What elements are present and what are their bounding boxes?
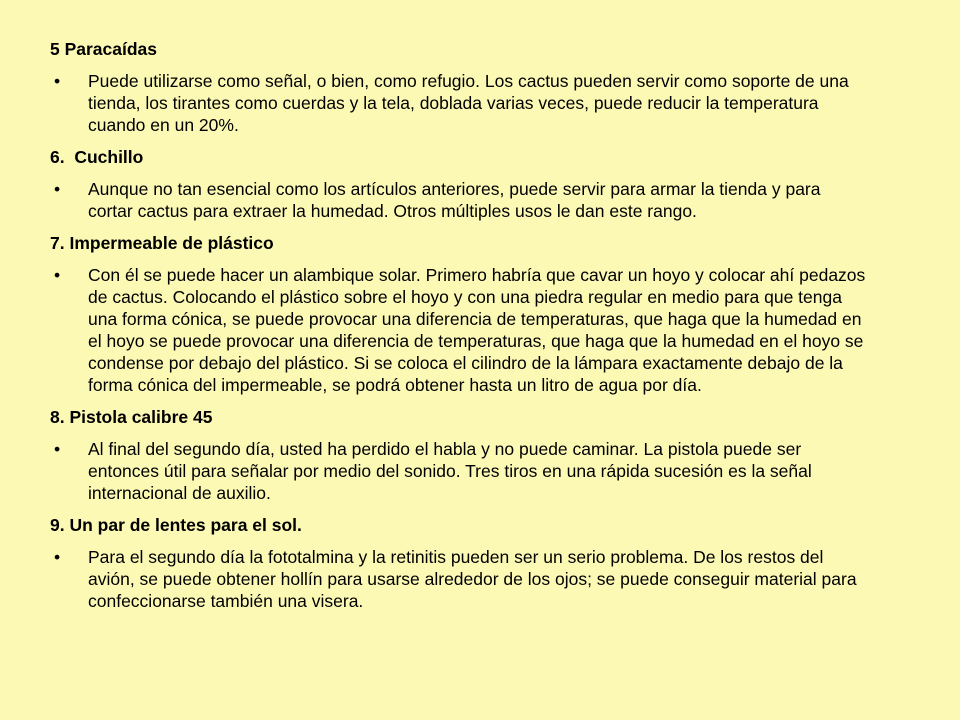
bullet-icon: • [54, 439, 61, 459]
bullet-text: Aunque no tan esencial como los artículos anteriores, puede servir para armar la tienda y para cortar cactus para extraer la humedad. Otros múltiples usos le dan este rango. [88, 179, 821, 221]
section-knife [50, 146, 910, 222]
section-sunglasses [50, 514, 910, 612]
bullet-text: Puede utilizarse como señal, o bien, como refugio. Los cactus pueden servir como soporte de una tienda, los tirantes como cuerdas y la tela, doblada varias veces, puede reducir la temperatura cuando en un 20%. [88, 71, 849, 135]
bullet-item [50, 438, 910, 504]
bullet-text: Con él se puede hacer un alambique solar. Primero habría que cavar un hoyo y colocar ahí pedazos de cactus. Colocando el plástico sobre el hoyo y con una piedra regular en medio para que tenga una forma cónica, se puede provocar una diferencia de temperaturas, que haga que la humedad en el hoyo se puede provocar una diferencia de temperaturas, que haga que la humedad en el hoyo se condense por debajo del plástico. Si se coloca el cilindro de la lámpara exactamente debajo de la forma cónica del impermeable, se podrá obtener hasta un litro de agua por día. [88, 265, 866, 395]
bullet-icon: • [54, 71, 61, 91]
bullet-icon: • [54, 547, 61, 567]
bullet-text: Para el segundo día la fototalmina y la retinitis pueden ser un serio problema. De los restos del avión, se puede obtener hollín para usarse alrededor de los ojos; se puede conseguir material para confeccionarse también una visera. [88, 547, 857, 611]
bullet-item [50, 264, 910, 396]
section-parachute [50, 38, 910, 136]
section-heading: 6. Cuchillo [50, 147, 144, 167]
section-heading: 7. Impermeable de plástico [50, 233, 274, 253]
bullet-text: Al final del segundo día, usted ha perdido el habla y no puede caminar. La pistola puede ser entonces útil para señalar por medio del sonido. Tres tiros en una rápida sucesión es la señal internacional de auxilio. [88, 439, 812, 503]
section-raincoat [50, 232, 910, 396]
section-heading: 5 Paracaídas [50, 39, 158, 59]
section-heading: 9. Un par de lentes para el sol. [50, 515, 302, 535]
bullet-item [50, 178, 910, 222]
section-pistol [50, 406, 910, 504]
bullet-item [50, 546, 910, 612]
bullet-item [50, 70, 910, 136]
bullet-icon: • [54, 179, 61, 199]
section-heading: 8. Pistola calibre 45 [50, 407, 213, 427]
bullet-icon: • [54, 265, 61, 285]
